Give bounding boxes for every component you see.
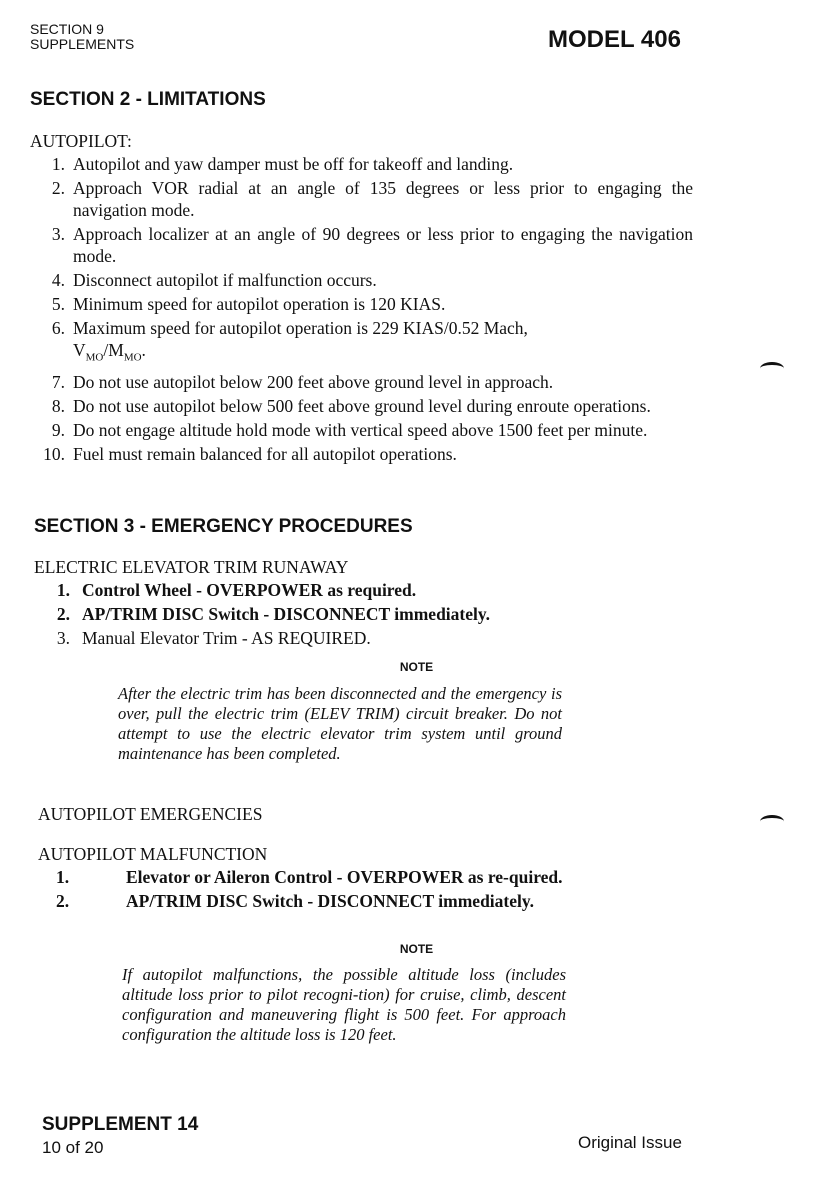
step-number: 1. bbox=[56, 867, 70, 887]
list-item bbox=[25, 223, 693, 267]
item-text: Autopilot and yaw damper must be off for takeoff and landing. bbox=[73, 154, 514, 174]
list-item bbox=[32, 603, 672, 625]
limitations-heading: SECTION 2 - LIMITATIONS bbox=[30, 89, 266, 110]
autopilot-emergencies-title: AUTOPILOT EMERGENCIES bbox=[38, 804, 263, 824]
step-number: 2. bbox=[56, 604, 70, 624]
list-item bbox=[32, 579, 672, 601]
list-item bbox=[25, 317, 693, 369]
model-title: MODEL 406 bbox=[548, 26, 681, 53]
item-text: Minimum speed for autopilot operation is 120 KIAS. bbox=[73, 294, 446, 314]
section-title: SUPPLEMENTS bbox=[30, 36, 135, 52]
item-text: Approach localizer at an angle of 90 degrees or less prior to engaging the navigation mode. bbox=[73, 224, 693, 266]
list-item bbox=[25, 395, 693, 417]
step-text: AP/TRIM DISC Switch - DISCONNECT immediately. bbox=[82, 604, 491, 624]
note-label: NOTE bbox=[399, 660, 434, 674]
step-number: 2. bbox=[56, 891, 70, 911]
step-text: Control Wheel - OVERPOWER as required. bbox=[82, 580, 417, 600]
item-text: Approach VOR radial at an angle of 135 degrees or less prior to engaging the navigation mode. bbox=[73, 178, 693, 220]
malfunction-steps bbox=[36, 866, 694, 914]
page-number: 10 of 20 bbox=[42, 1138, 104, 1157]
list-item bbox=[25, 293, 693, 315]
item-text: Do not engage altitude hold mode with vertical speed above 1500 feet per minute. bbox=[73, 419, 648, 440]
list-item bbox=[25, 177, 693, 221]
item-text: Do not use autopilot below 200 feet above ground level in approach. bbox=[73, 371, 554, 392]
vmo-mmo-line: $V_{MO}/M_{MO}$. bbox=[73, 340, 146, 364]
item-number: 9. bbox=[51, 419, 65, 440]
list-item bbox=[25, 443, 693, 465]
item-number: 3. bbox=[51, 224, 65, 244]
item-text: Disconnect autopilot if malfunction occurs. bbox=[73, 270, 377, 290]
item-number: 2. bbox=[51, 178, 65, 198]
autopilot-subheading: AUTOPILOT: bbox=[30, 131, 132, 151]
step-number: 3. bbox=[56, 628, 70, 648]
list-item bbox=[36, 890, 694, 912]
emergency-heading: SECTION 3 - EMERGENCY PROCEDURES bbox=[34, 516, 413, 537]
item-number: 5. bbox=[51, 294, 65, 314]
item-text: Do not use autopilot below 500 feet above ground level during enroute operations. bbox=[73, 395, 651, 416]
limitations-list bbox=[25, 153, 693, 467]
note-text: After the electric trim has been disconnected and the emergency is over, pull the electric trim (ELEV TRIM) circuit breaker. Do not attempt to use the electric elevator trim system until ground maintenance has been completed. bbox=[118, 684, 562, 763]
item-number: 10. bbox=[43, 443, 65, 464]
list-item bbox=[36, 866, 694, 888]
item-number: 7. bbox=[51, 371, 65, 392]
list-item bbox=[32, 627, 672, 649]
item-number: 1. bbox=[51, 154, 65, 174]
trim-runaway-steps bbox=[32, 579, 672, 651]
note-text: If autopilot malfunctions, the possible altitude loss (includes altitude loss prior to pilot recogni-tion) for cruise, climb, descent configuration and maneuvering flight is 500 feet. For approach configuration the altitude loss is 120 feet. bbox=[122, 965, 566, 1044]
item-number: 8. bbox=[51, 395, 65, 416]
issue-label: Original Issue bbox=[578, 1133, 682, 1152]
trim-runaway-title: ELECTRIC ELEVATOR TRIM RUNAWAY bbox=[34, 557, 349, 577]
item-number: 6. bbox=[51, 318, 65, 338]
item-number: 4. bbox=[51, 270, 65, 290]
list-item bbox=[25, 153, 693, 175]
list-item bbox=[25, 269, 693, 291]
revision-mark bbox=[760, 815, 784, 828]
step-text: Manual Elevator Trim - AS REQUIRED. bbox=[82, 628, 371, 648]
list-item bbox=[25, 371, 693, 393]
note-label: NOTE bbox=[399, 942, 434, 956]
list-item bbox=[25, 419, 693, 441]
item-text: Maximum speed for autopilot operation is 229 KIAS/0.52 Mach, bbox=[73, 318, 528, 338]
revision-mark bbox=[760, 362, 784, 375]
step-text: Elevator or Aileron Control - OVERPOWER as re-quired. bbox=[126, 867, 563, 887]
step-text: AP/TRIM DISC Switch - DISCONNECT immediately. bbox=[126, 891, 535, 911]
step-number: 1. bbox=[56, 580, 70, 600]
autopilot-malfunction-title: AUTOPILOT MALFUNCTION bbox=[38, 844, 268, 864]
supplement-label: SUPPLEMENT 14 bbox=[42, 1114, 199, 1135]
section-number: SECTION 9 bbox=[30, 21, 104, 37]
item-text: Fuel must remain balanced for all autopilot operations. bbox=[73, 443, 457, 464]
section-header bbox=[30, 22, 134, 52]
